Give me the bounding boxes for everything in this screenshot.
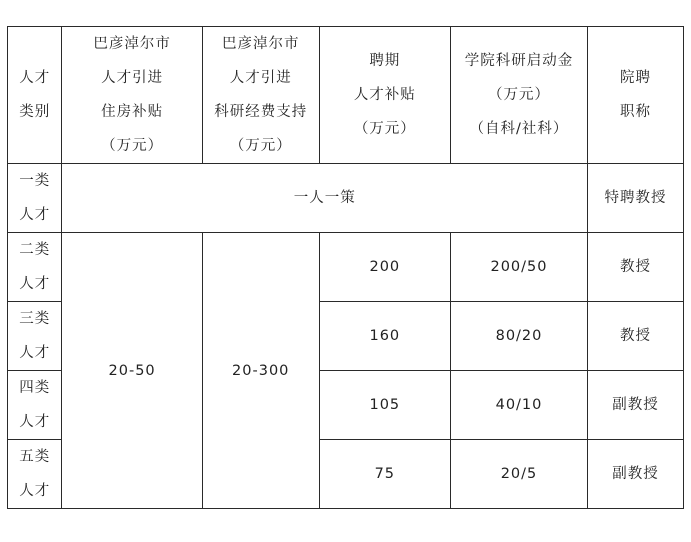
research-funding-merged: 20-300: [202, 233, 319, 509]
header-research-funding: 巴彦淖尔市 人才引进 科研经费支持 （万元）: [202, 27, 319, 164]
row-startup: 80/20: [450, 302, 587, 371]
row-title: 特聘教授: [588, 164, 684, 233]
header-category: 人才 类别: [8, 27, 62, 164]
row-appointment: 160: [319, 302, 450, 371]
header-housing-subsidy: 巴彦淖尔市 人才引进 住房补贴 （万元）: [62, 27, 202, 164]
row-startup: 20/5: [450, 440, 587, 509]
row-startup: 200/50: [450, 233, 587, 302]
row-startup: 40/10: [450, 371, 587, 440]
row-appointment: 200: [319, 233, 450, 302]
row-category: 五类 人才: [8, 440, 62, 509]
table-row: [8, 233, 684, 302]
talent-policy-table: [7, 26, 684, 509]
row-category: 二类 人才: [8, 233, 62, 302]
row-appointment: 105: [319, 371, 450, 440]
row-title: 副教授: [588, 371, 684, 440]
housing-subsidy-merged: 20-50: [62, 233, 202, 509]
table-row: [8, 164, 684, 233]
row-title: 副教授: [588, 440, 684, 509]
row-category: 一类 人才: [8, 164, 62, 233]
row-title: 教授: [588, 302, 684, 371]
header-appointment-subsidy: 聘期 人才补贴 （万元）: [319, 27, 450, 164]
row-appointment: 75: [319, 440, 450, 509]
row-title: 教授: [588, 233, 684, 302]
table-header-row: [8, 27, 684, 164]
row-policy-merged: 一人一策: [62, 164, 588, 233]
header-title: 院聘 职称: [588, 27, 684, 164]
row-category: 四类 人才: [8, 371, 62, 440]
row-category: 三类 人才: [8, 302, 62, 371]
header-startup-fund: 学院科研启动金 （万元） （自科/社科）: [450, 27, 587, 164]
